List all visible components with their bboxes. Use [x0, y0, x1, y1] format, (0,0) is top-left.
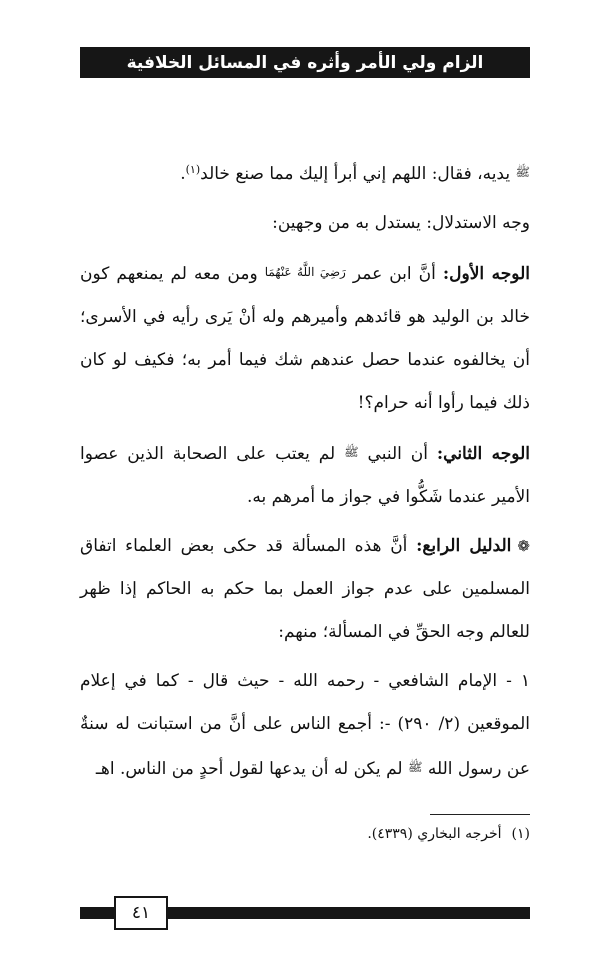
salawat-symbol: ﷺ [515, 165, 530, 179]
page-number: ٤١ [114, 896, 168, 930]
footer-rule-left [80, 907, 114, 919]
flower-ornament-icon: ❁ [517, 537, 530, 555]
paragraph-inference-heading [80, 202, 530, 245]
running-header [80, 47, 530, 78]
footnote [200, 823, 530, 845]
honorific-symbol: رَضِيَ اللَّهُ عَنْهُمَا [264, 265, 346, 279]
footnote-text: أخرجه البخاري (٤٣٣٩). [367, 826, 502, 842]
paragraph-text: أنَّ ابن عمر [345, 264, 443, 284]
paragraph-text: لم يعتب على الصحابة الذين عصوا الأمير عندما شَكُّوا في جواز ما أمرهم به. [80, 444, 530, 507]
paragraph-first-aspect [80, 251, 530, 425]
paragraph-hadith-end [80, 148, 530, 196]
running-header-title: الزام ولي الأمر وأثره في المسائل الخلافية [126, 52, 484, 73]
paragraph-end: . [180, 164, 186, 184]
paragraph-text: أنَّ هذه المسألة قد حكى بعض العلماء اتفاق المسلمين على عدم جواز العمل بما حكم به الحاكم إذا ظهر للعالم وجه الحقِّ في المسألة؛ منهم: [80, 536, 530, 642]
salawat-symbol: ﷺ [407, 760, 423, 774]
paragraph-text: ومن معه لم يمنعهم كون خالد بن الوليد هو قائدهم وأميرهم وله أنْ يَرى رأيه في الأسرى؛ أن يخالفوه عندما حصل عندهم شك فيما أمر به؛ فكيف لو كان ذلك فيما رأوا أنه حرام؟! [80, 264, 530, 413]
paragraph-text: يديه، فقال: اللهم إني أبرأ إليك مما صنع خالد [200, 164, 516, 184]
paragraph-lead: الوجه الأول: [442, 264, 530, 284]
page-body [80, 148, 530, 791]
paragraph-second-aspect [80, 431, 530, 519]
paragraph-lead: الدليل الرابع: [416, 536, 512, 556]
paragraph-text: لم يكن له أن يدعها لقول أحدٍ من الناس. اهـ [95, 759, 408, 779]
salawat-symbol: ﷺ [344, 445, 359, 459]
paragraph-text: ١ - الإمام الشافعي - رحمه الله - حيث قال - كما في إعلام الموقعين (٢/ ٢٩٠) -: أجمع الناس على أنَّ من استبانت له سنةٌ عن رسول الله [80, 671, 530, 779]
paragraph-fourth-evidence [80, 525, 530, 654]
paragraph-text: وجه الاستدلال: يستدل به من وجهين: [272, 213, 530, 233]
footnote-separator [430, 814, 530, 815]
footer-rule-right [168, 907, 530, 919]
paragraph-shafii-quote [80, 660, 530, 791]
footnote-number: (١) [511, 826, 530, 842]
paragraph-lead: الوجه الثاني: [436, 444, 530, 464]
paragraph-text: أن النبي [358, 444, 437, 464]
footnote-reference: (١) [185, 163, 201, 176]
